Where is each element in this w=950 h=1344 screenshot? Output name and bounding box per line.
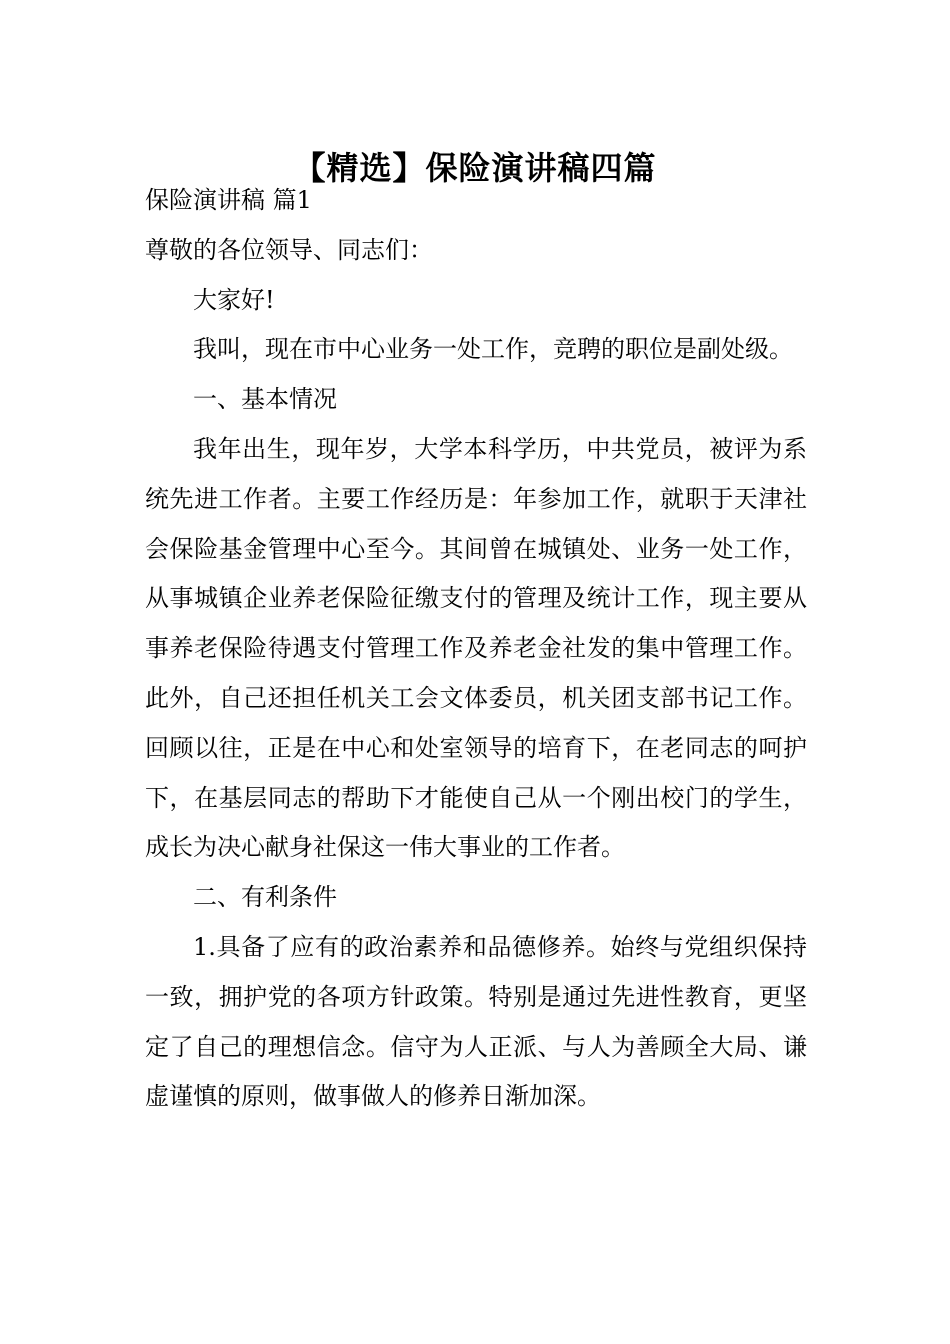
document-title: 【精选】保险演讲稿四篇: [293, 149, 657, 188]
advantage-item-paragraph: 1.具备了应有的政治素养和品德修养。始终与党组织保持一致，拥护党的各项方针政策。特别是通过先进性教育，更坚定了自己的理想信念。信守为人正派、与人为善顾全大局、谦虚谨慎的原则，做事做人的修养日渐加深。: [145, 932, 807, 1111]
basic-info-paragraph: 我年出生，现年岁，大学本科学历，中共党员，被评为系统先进工作者。主要工作经历是：年参加工作，就职于天津社会保险基金管理中心至今。其间曾在城镇处、业务一处工作，从事城镇企业养老保险征缴支付的管理及统计工作，现主要从事养老保险待遇支付管理工作及养老金社发的集中管理工作。此外，自己还担任机关工会文体委员，机关团支部书记工作。回顾以往，正是在中心和处室领导的培育下，在老同志的呵护下，在基层同志的帮助下才能使自己从一个刚出校门的学生，成长为决心献身社保这一伟大事业的工作者。: [145, 434, 807, 862]
document-body: [145, 176, 807, 1122]
salutation: 尊敬的各位领导、同志们：: [145, 235, 433, 264]
section-heading: 保险演讲稿 篇1: [145, 186, 312, 214]
basic-info-heading: 一、基本情况: [193, 385, 337, 414]
advantages-heading: 二、有利条件: [193, 883, 337, 912]
greeting-paragraph: 大家好!: [193, 285, 275, 314]
intro-paragraph: 我叫，现在市中心业务一处工作，竞聘的职位是副处级。: [193, 335, 793, 364]
